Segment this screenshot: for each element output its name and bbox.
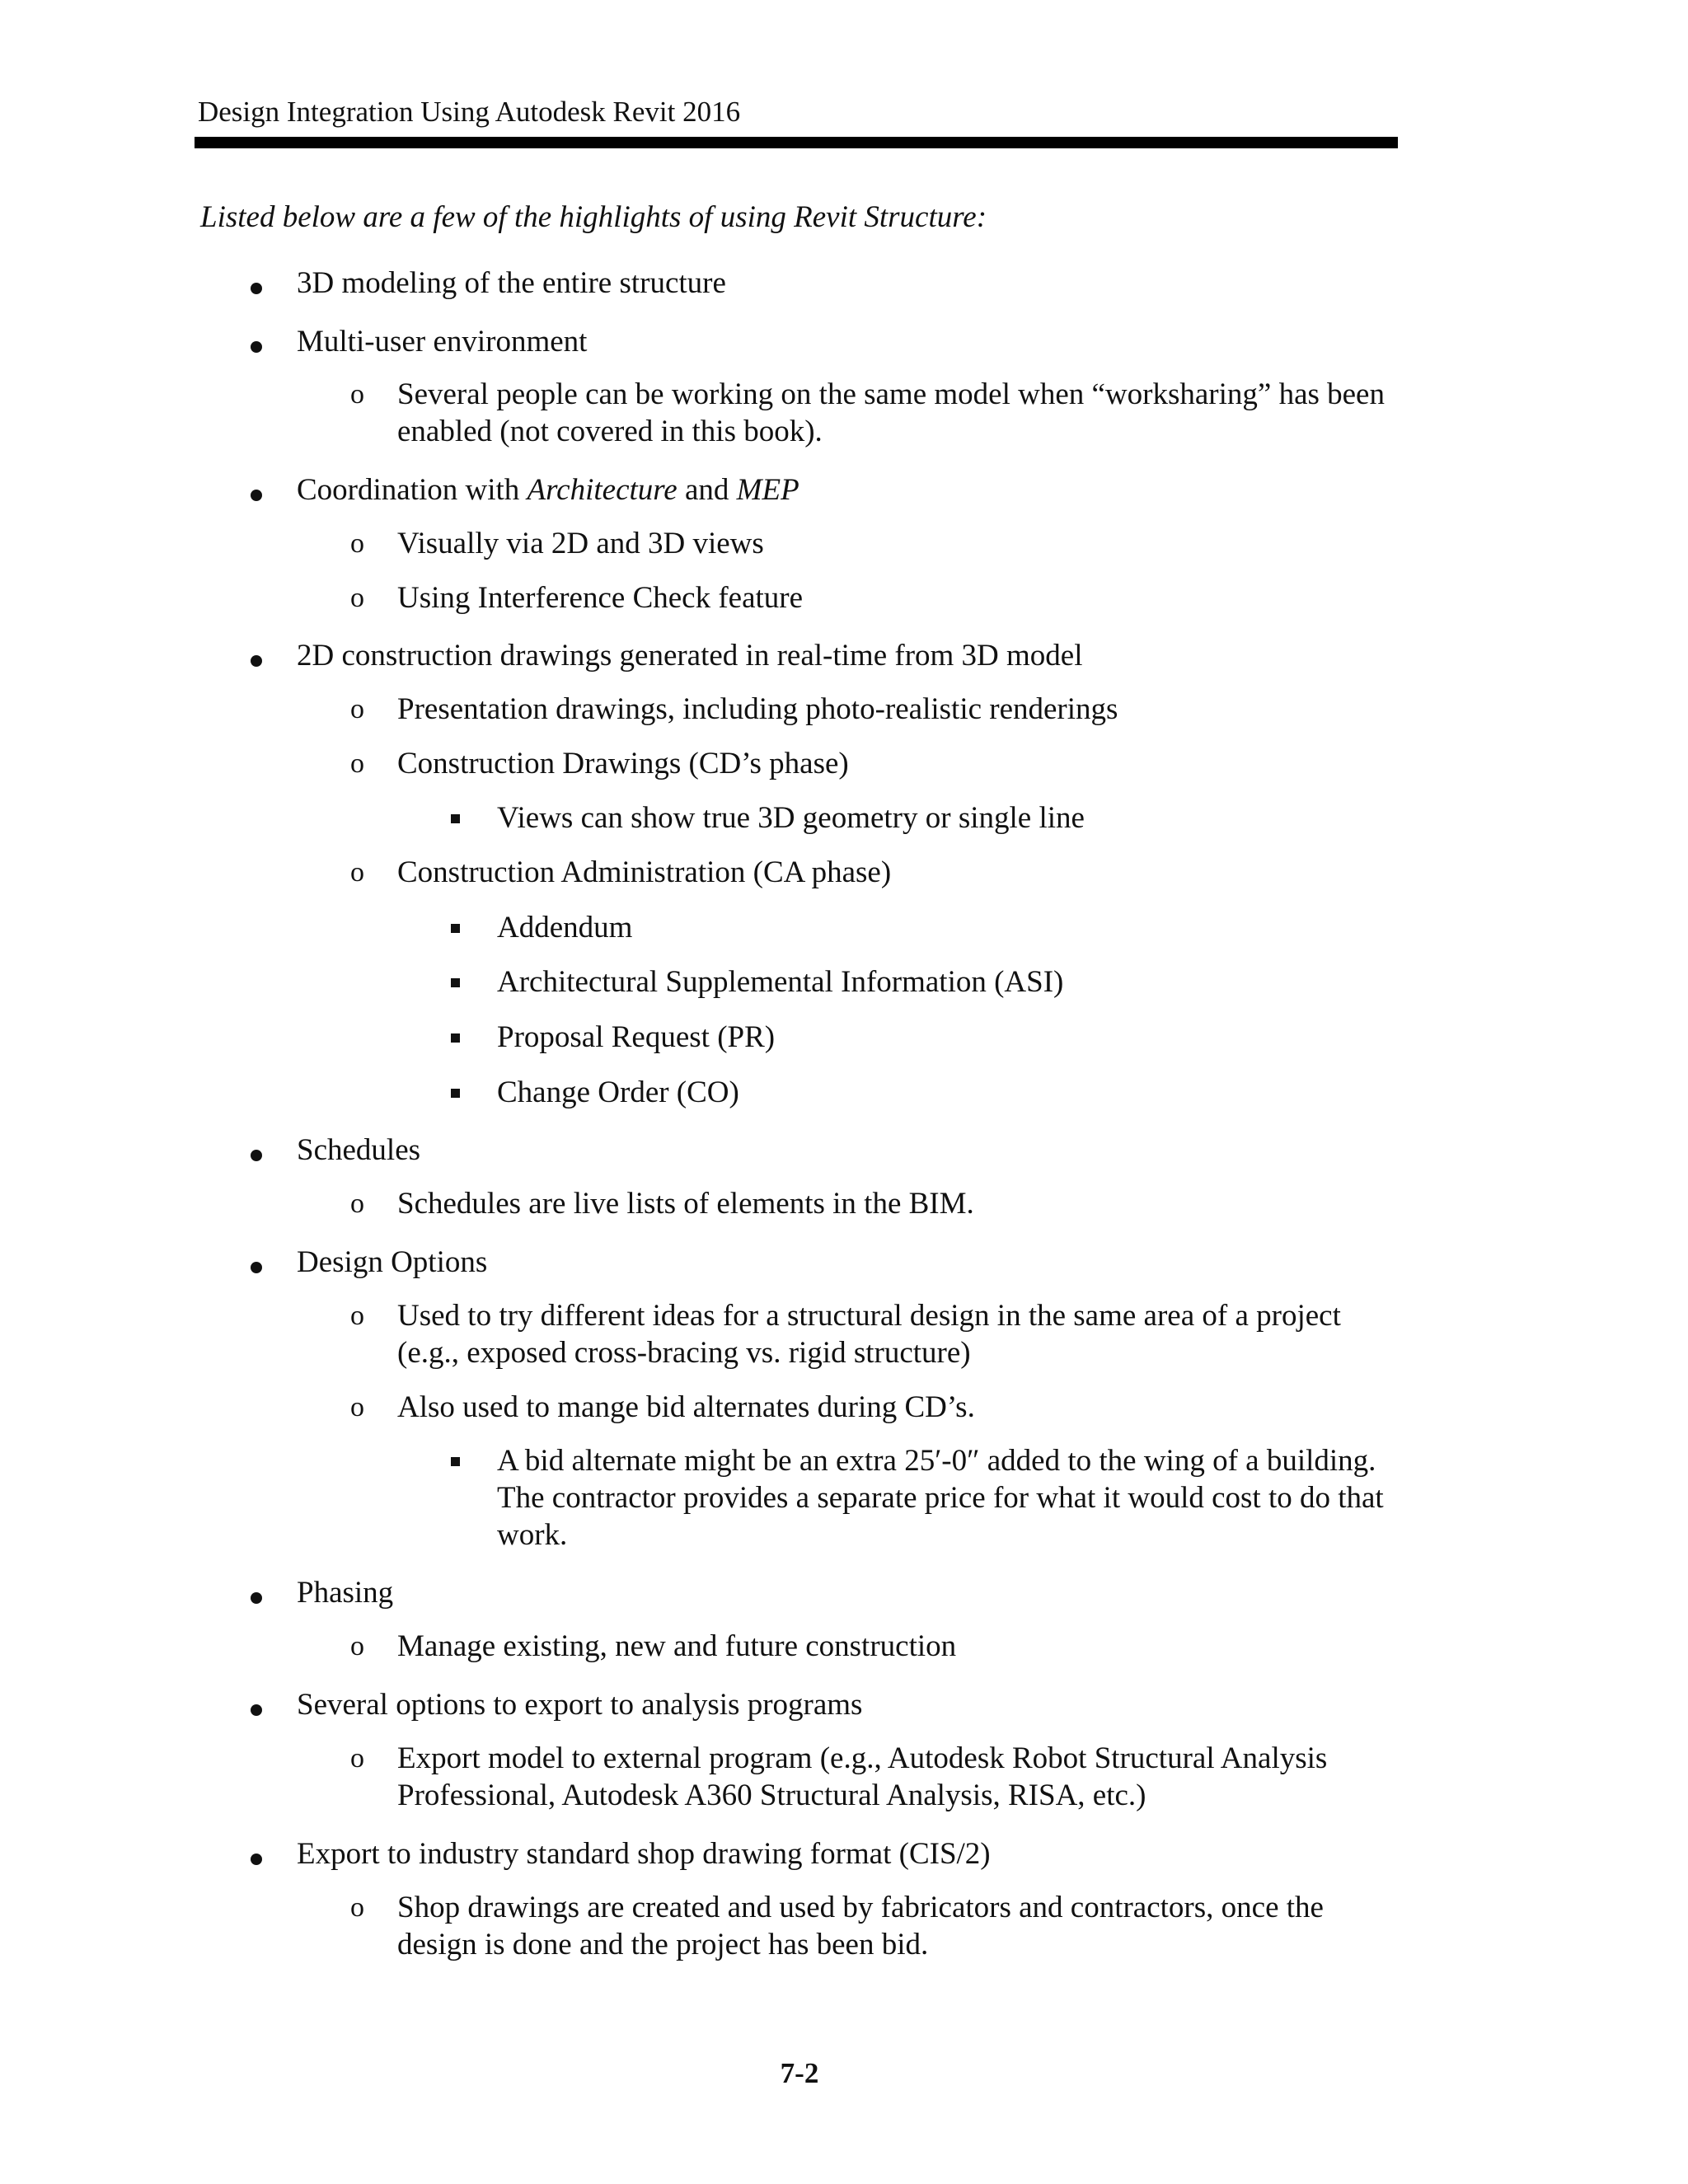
list-item: Coordination with Architecture and MEP bbox=[297, 471, 1393, 509]
list-item: o Construction Drawings (CD’s phase) bbox=[350, 747, 849, 780]
bullet-square-icon bbox=[451, 924, 460, 933]
page-number: 7-2 bbox=[780, 2057, 819, 2089]
bullet-circle-icon: o bbox=[350, 1892, 364, 1923]
list-item: Proposal Request (PR) bbox=[497, 1019, 1395, 1056]
bullet-circle-icon: o bbox=[350, 1743, 364, 1774]
list-item: o Using Interference Check feature bbox=[350, 581, 804, 615]
running-header: Design Integration Using Autodesk Revit 2016 bbox=[198, 96, 741, 128]
list-item: o Several people can be working on the same model when “worksharing” has been enabled (not covered in this book). bbox=[350, 377, 1385, 448]
list-item: Several options to export to analysis programs bbox=[297, 1686, 1393, 1723]
bullet-circle-icon: o bbox=[350, 857, 364, 888]
list-item: 3D modeling of the entire structure bbox=[297, 265, 1393, 302]
bullet-circle-icon: o bbox=[350, 1301, 364, 1331]
list-item: o Used to try different ideas for a structural design in the same area of a project (e.g., exposed cross-bracing vs. rigid structure) bbox=[350, 1299, 1341, 1370]
bullet-disc-icon bbox=[251, 655, 262, 667]
list-item: o Shop drawings are created and used by fabricators and contractors, once the design is done and the project has been bid. bbox=[350, 1891, 1324, 1961]
list-item: Addendum bbox=[497, 909, 1395, 946]
bullet-disc-icon bbox=[251, 1592, 262, 1604]
bullet-circle-icon: o bbox=[350, 694, 364, 724]
bullet-circle-icon: o bbox=[350, 748, 364, 779]
list-item: o Schedules are live lists of elements in the BIM. bbox=[350, 1187, 974, 1221]
list-item: Multi-user environment bbox=[297, 323, 1393, 360]
bullet-disc-icon bbox=[251, 1854, 262, 1865]
list-item: o Export model to external program (e.g., Autodesk Robot Structural Analysis Professional, Autodesk A360 Structural Analysis, RISA, etc.) bbox=[350, 1741, 1328, 1812]
bullet-square-icon bbox=[451, 1089, 460, 1098]
intro-text: Listed below are a few of the highlights of using Revit Structure: bbox=[200, 200, 987, 234]
bullet-circle-icon: o bbox=[350, 528, 364, 559]
bullet-circle-icon: o bbox=[350, 1188, 364, 1219]
list-item: o Also used to mange bid alternates during CD’s. bbox=[350, 1390, 975, 1424]
bullet-circle-icon: o bbox=[350, 1392, 364, 1422]
bullet-disc-icon bbox=[251, 490, 262, 501]
list-item: Architectural Supplemental Information (ASI) bbox=[497, 963, 1395, 1001]
emphasis-mep: MEP bbox=[736, 473, 799, 507]
bullet-square-icon bbox=[451, 1033, 460, 1043]
bullet-square-icon bbox=[451, 814, 460, 823]
bullet-disc-icon bbox=[251, 1150, 262, 1161]
bullet-disc-icon bbox=[251, 1262, 262, 1273]
list-item: Design Options bbox=[297, 1244, 1393, 1281]
bullet-disc-icon bbox=[251, 283, 262, 294]
bullet-square-icon bbox=[451, 1457, 460, 1466]
bullet-circle-icon: o bbox=[350, 1631, 364, 1661]
list-item: Schedules bbox=[297, 1132, 1393, 1169]
list-item: Export to industry standard shop drawing format (CIS/2) bbox=[297, 1835, 1393, 1872]
bullet-disc-icon bbox=[251, 341, 262, 353]
emphasis-architecture: Architecture bbox=[527, 473, 678, 507]
bullet-circle-icon: o bbox=[350, 379, 364, 410]
list-item: Phasing bbox=[297, 1574, 1393, 1611]
list-item: A bid alternate might be an extra 25′-0″ added to the wing of a building. The contractor provides a separate price for what it would cost to do that work. bbox=[497, 1442, 1395, 1554]
bullet-disc-icon bbox=[251, 1704, 262, 1716]
list-item: o Presentation drawings, including photo-realistic renderings bbox=[350, 692, 1118, 726]
list-item: o Manage existing, new and future construction bbox=[350, 1629, 957, 1663]
bullet-square-icon bbox=[451, 978, 460, 987]
list-item: o Visually via 2D and 3D views bbox=[350, 527, 764, 560]
bullet-circle-icon: o bbox=[350, 583, 364, 613]
list-item: o Construction Administration (CA phase) bbox=[350, 855, 892, 889]
list-item: 2D construction drawings generated in real-time from 3D model bbox=[297, 637, 1393, 674]
list-item: Views can show true 3D geometry or single line bbox=[497, 799, 1395, 837]
list-item: Change Order (CO) bbox=[497, 1074, 1395, 1111]
header-rule bbox=[195, 137, 1398, 148]
